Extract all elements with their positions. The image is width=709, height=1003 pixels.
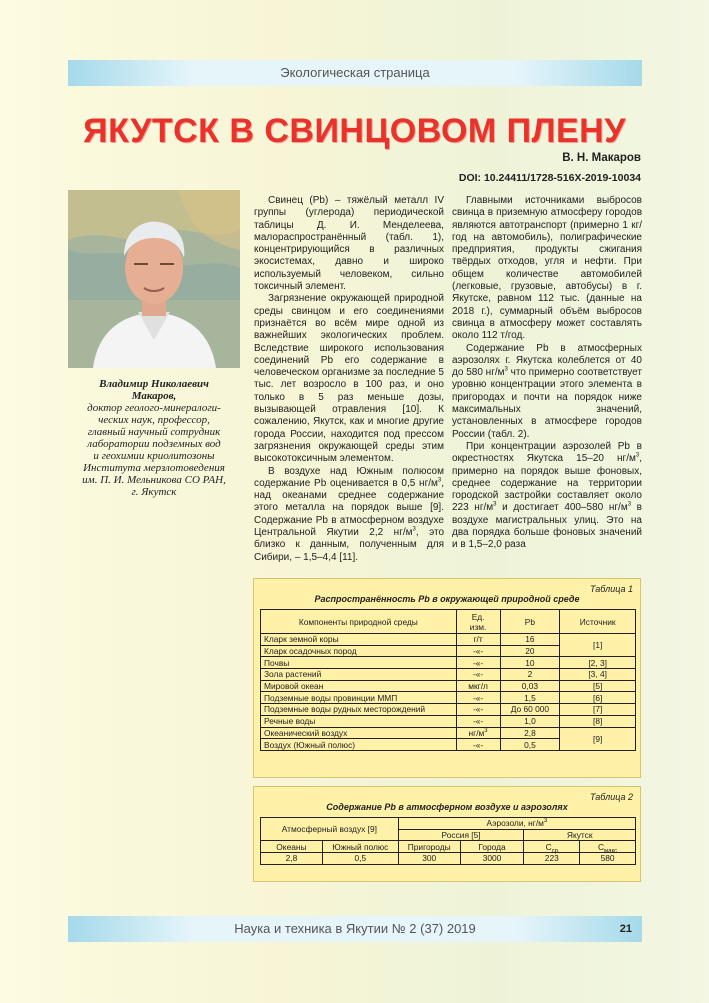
- table-1-label: Таблица 1: [589, 584, 633, 594]
- table-row: [261, 853, 636, 865]
- table-header-cell: Ед. изм.: [456, 610, 500, 634]
- table-header-cell: $C_{ср}$: [524, 841, 580, 853]
- table-cell: 1,0: [500, 715, 560, 727]
- author-photo: [68, 190, 240, 368]
- table-row: [261, 634, 636, 646]
- page-number: 21: [619, 923, 632, 935]
- table-header-row: [261, 610, 636, 634]
- table-header-cell: Аэрозоли, $нг/м^3$: [398, 818, 635, 830]
- caption-name-last: Макаров,: [131, 390, 177, 402]
- caption-line: и геохимии криолитозоны: [93, 450, 215, 462]
- table-cell: Кларк осадочных пород: [261, 645, 457, 657]
- table-cell: мкг/л: [456, 680, 500, 692]
- table-cell: 2,8: [261, 853, 323, 865]
- table-cell: [5]: [560, 680, 636, 692]
- table-row: [261, 669, 636, 681]
- paragraph: В воздухе над Южным полюсом содержание Pb оценивается в 0,5 $нг/м^3$, над океанами среднее содержание этого металла на порядок выше [9]. Содержание Pb в атмосферном воздухе Центральной Якутии 2,2 $нг/м^3$, это близко к данным, полученным для Сибири, – 1,5–4,4 [11].: [254, 465, 445, 563]
- table-1-box: [253, 578, 641, 778]
- page-footer: [68, 916, 642, 942]
- table-row: [261, 657, 636, 669]
- table-cell: [6]: [560, 692, 636, 704]
- paragraph: При концентрации аэрозолей Pb в окрестностях Якутска 15–20 $нг/м^3$, примерно на порядок выше фоновых, среднее содержание на территории городской застройки составляет около 223 $нг/м^3$ и достигает 400–580 $нг/м^3$ в воздухе магистральных улиц. Это на два порядка больше фоновых значений и в 1,5–2,0 раза: [452, 440, 642, 551]
- table-cell: [8]: [560, 715, 636, 727]
- table-cell: 20: [500, 645, 560, 657]
- table-cell: [7]: [560, 704, 636, 716]
- table-cell: Подземные воды провинции ММП: [261, 692, 457, 704]
- table-header-row: [261, 841, 636, 853]
- table-header-cell: Pb: [500, 610, 560, 634]
- table-cell: [1]: [560, 634, 636, 657]
- caption-line: лаборатории подземных вод: [87, 438, 221, 450]
- table-row: [261, 715, 636, 727]
- table-1-title: Распространённость Pb в окружающей природной среде: [314, 594, 580, 604]
- table-cell: 223: [524, 853, 580, 865]
- table-cell: Кларк земной коры: [261, 634, 457, 646]
- author-portrait-image: [68, 190, 240, 368]
- table-2: [260, 817, 636, 865]
- table-cell: 0,5: [322, 853, 398, 865]
- table-row: [261, 692, 636, 704]
- caption-line: доктор геолого-минералоги-: [87, 402, 221, 414]
- article-title: ЯКУТСК В СВИНЦОВОМ ПЛЕНУ: [83, 112, 626, 150]
- table-cell: Подземные воды рудных месторождений: [261, 704, 457, 716]
- paragraph: Главными источниками выбросов свинца в приземную атмосферу городов являются автотранспорт (примерно 1 кг/год на автомобиль), полиграфические предприятия, продукты сжигания твёрдых отходов, угля и нефти. При общем количестве автомобилей (легковые, грузовые, автобусы) в г. Якутске, равном 112 тыс. (данные на 2018 г.), суммарный объём выбросов свинца в атмосферу может составлять около 112 т/год.: [452, 195, 642, 342]
- table-cell: 0,03: [500, 680, 560, 692]
- table-2-label: Таблица 2: [589, 792, 633, 802]
- caption-line: им. П. И. Мельникова СО РАН,: [82, 474, 226, 486]
- text-column-1: [254, 195, 444, 564]
- table-header-cell: Якутск: [524, 829, 636, 841]
- paragraph: Содержание Pb в атмосферных аэрозолях г. Якутска колеблется от 40 до 580 $нг/м^3$ что примерно соответствует уровню концентрации этого элемента в пригородах и почти на порядок ниже максимальных значений, установленных в атмосфере городов России (табл. 2).: [452, 342, 642, 440]
- table-header-cell: Россия [5]: [398, 829, 524, 841]
- table-cell: 300: [398, 853, 460, 865]
- caption-line: Института мерзлотоведения: [83, 462, 225, 474]
- table-cell: -«-: [456, 669, 500, 681]
- journal-title: Наука и техника в Якутии № 2 (37) 2019: [234, 921, 476, 936]
- text-column-2: [452, 195, 642, 552]
- table-cell: -«-: [456, 704, 500, 716]
- table-cell: -«-: [456, 715, 500, 727]
- table-header-cell: Города: [460, 841, 524, 853]
- table-1: [260, 609, 636, 751]
- table-cell: 580: [580, 853, 636, 865]
- caption-line: ческих наук, профессор,: [98, 414, 210, 426]
- table-header-cell: $C_{макс}$: [580, 841, 636, 853]
- section-title: Экологическая страница: [280, 65, 430, 80]
- article-doi: DOI: 10.24411/1728-516X-2019-10034: [458, 172, 641, 184]
- caption-name-first: Владимир Николаевич: [99, 378, 209, 390]
- table-cell: Океанический воздух: [261, 727, 457, 739]
- table-header-cell: Источник: [560, 610, 636, 634]
- table-cell: -«-: [456, 739, 500, 751]
- table-header-cell: Пригороды: [398, 841, 460, 853]
- table-cell: До 60 000: [500, 704, 560, 716]
- table-cell: 2: [500, 669, 560, 681]
- section-header: [68, 60, 642, 86]
- table-cell: Речные воды: [261, 715, 457, 727]
- table-cell: -«-: [456, 692, 500, 704]
- caption-line: главный научный сотрудник: [87, 426, 221, 438]
- table-cell: Почвы: [261, 657, 457, 669]
- table-header-cell: Южный полюс: [322, 841, 398, 853]
- table-header-cell: Океаны: [261, 841, 323, 853]
- table-row: [261, 727, 636, 739]
- paragraph: Свинец (Pb) – тяжёлый металл IV группы (углерода) периодической таблицы Д. И. Менделеева, малораспространённый (табл. 1), концентрирующийся в различных экосистемах, давно и широко используемый человеком, сильно токсичный элемент.: [254, 195, 444, 293]
- table-cell: Зола растений: [261, 669, 457, 681]
- table-cell: Мировой океан: [261, 680, 457, 692]
- table-cell: 2,8: [500, 727, 560, 739]
- table-header-cell: Компоненты природной среды: [261, 610, 457, 634]
- author-caption: [68, 378, 240, 498]
- table-cell: [9]: [560, 727, 636, 750]
- table-cell: -«-: [456, 645, 500, 657]
- table-cell: -«-: [456, 657, 500, 669]
- table-header-row: [261, 818, 636, 830]
- table-cell: 16: [500, 634, 560, 646]
- table-row: [261, 704, 636, 716]
- table-cell: г/т: [456, 634, 500, 646]
- table-cell: 0,5: [500, 739, 560, 751]
- table-2-title: Содержание Pb в атмосферном воздухе и аэрозолях: [326, 802, 568, 812]
- table-cell: Воздух (Южный полюс): [261, 739, 457, 751]
- article-author: В. Н. Макаров: [562, 152, 641, 164]
- table-cell: 1,5: [500, 692, 560, 704]
- table-2-box: [253, 786, 641, 882]
- table-cell: 3000: [460, 853, 524, 865]
- table-cell: [2, 3]: [560, 657, 636, 669]
- table-header-cell: Атмосферный воздух [9]: [261, 818, 399, 841]
- table-cell: [3, 4]: [560, 669, 636, 681]
- caption-line: г. Якутск: [131, 486, 177, 498]
- table-cell: $нг/м^3$: [456, 727, 500, 739]
- table-cell: 10: [500, 657, 560, 669]
- paragraph: Загрязнение окружающей природной среды свинцом и его соединениями признаётся во всём мире одной из важнейших экологических проблем. Вследствие широкого использования соединений Pb его содержание в человеческом организме за последние 5 тыс. лет возросло в 100 раз, и оно только в 5 раз меньше дозы, вызывающей отравления [10]. К сожалению, Якутск, как и многие другие города России, находится под прессом загрязнения окружающей среды этим высокотоксичным элементом.: [254, 293, 444, 465]
- table-row: [261, 680, 636, 692]
